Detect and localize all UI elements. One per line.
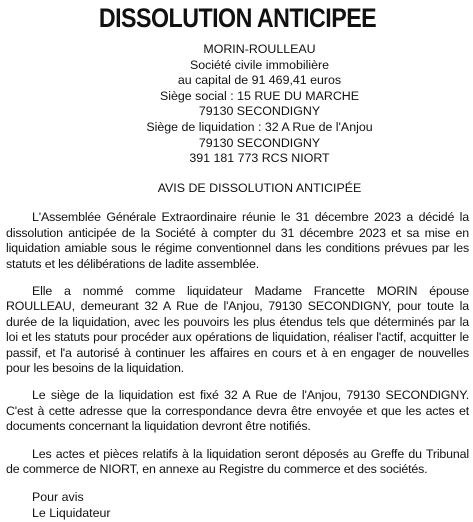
closing-line-pour-avis: Pour avis	[32, 490, 84, 505]
company-name: MORIN-ROULLEAU	[203, 42, 316, 56]
company-header	[6, 42, 469, 167]
closing-line-liquidateur: Le Liquidateur	[32, 506, 111, 521]
notice-heading: AVIS DE DISSOLUTION ANTICIPÉE	[157, 180, 362, 195]
paragraph-dissolution: L'Assemblée Générale Extraordinaire réunie le 31 décembre 2023 a décidé la dissolution anticipée de la Société à compter du 31 décembre 2023 et sa mise en liquidation amiable sous le régime conventionnel dans les conditions prévues par les statuts et les délibérations de ladite assemblée.	[6, 210, 469, 271]
registered-office-city: 79130 SECONDIGNY	[198, 104, 321, 119]
closing-signature	[6, 490, 469, 521]
paragraph-liquidation-seat: Le siège de la liquidation est fixé 32 A Rue de l'Anjou, 79130 SECONDIGNY. C'est à cette adresse que la correspondance devra être envoyée et que les actes et documents concernant la liquidation devront être notifiés.	[6, 388, 469, 434]
company-capital: au capital de 91 469,41 euros	[177, 73, 342, 88]
liquidation-office-city: 79130 SECONDIGNY	[198, 135, 321, 150]
company-form: Société civile immobilière	[189, 57, 330, 72]
registered-office: Siège social : 15 RUE DU MARCHE	[159, 88, 359, 103]
paragraph-liquidator: Elle a nommé comme liquidateur Madame Francette MORIN épouse ROULLEAU, demeurant 32 A Rue de l'Anjou, 79130 SECONDIGNY, pour toute la durée de la liquidation, avec les pouvoirs les plus étendus tels que déterminés par la loi et les statuts pour procéder aux opérations de liquidation, réaliser l'actif, acquitter le passif, et l'a autorisé à continuer les affaires en cours et à en engager de nouvelles pour les besoins de la liquidation.	[6, 283, 469, 375]
rcs-number: 391 181 773 RCS NIORT	[189, 151, 330, 166]
liquidation-office: Siège de liquidation : 32 A Rue de l'Anjou	[146, 119, 373, 134]
paragraph-filing: Les actes et pièces relatifs à la liquidation seront déposés au Greffe du Tribunal de commerce de NIORT, en annexe au Registre du commerce et des sociétés.	[6, 446, 469, 477]
notice-title: DISSOLUTION ANTICIPEE	[98, 3, 377, 33]
